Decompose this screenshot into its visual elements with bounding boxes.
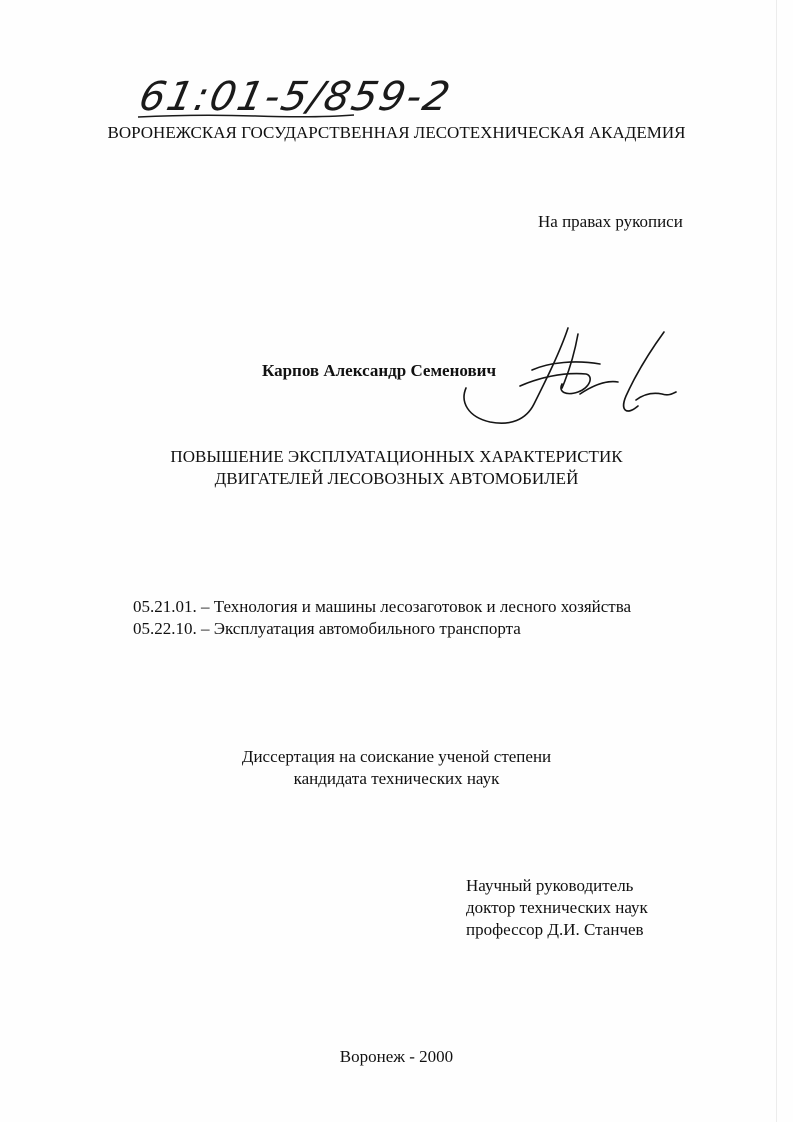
- degree-line2: кандидата технических наук: [293, 769, 500, 788]
- author-signature: [450, 322, 680, 432]
- dissertation-title-line2: ДВИГАТЕЛЕЙ ЛЕСОВОЗНЫХ АВТОМОБИЛЕЙ: [214, 469, 579, 488]
- supervisor-degree: доктор технических наук: [466, 898, 648, 917]
- dissertation-title-line1: ПОВЫШЕНИЕ ЭКСПЛУАТАЦИОННЫХ ХАРАКТЕРИСТИК: [170, 447, 623, 466]
- place-and-year: Воронеж - 2000: [339, 1047, 454, 1066]
- handwritten-archive-number: 61:01-5/859-2: [135, 74, 456, 120]
- manuscript-rights-note: На правах рукописи: [538, 212, 683, 231]
- degree-line1: Диссертация на соискание ученой степени: [241, 747, 552, 766]
- specialty-code-1: 05.21.01. – Технология и машины лесозаготовок и лесного хозяйства: [133, 597, 632, 616]
- institution-name: ВОРОНЕЖСКАЯ ГОСУДАРСТВЕННАЯ ЛЕСОТЕХНИЧЕСКАЯ АКАДЕМИЯ: [107, 123, 686, 142]
- specialty-code-2: 05.22.10. – Эксплуатация автомобильного транспорта: [133, 619, 521, 638]
- author-name: Карпов Александр Семенович: [262, 361, 497, 380]
- supervisor-name: профессор Д.И. Станчев: [466, 920, 644, 939]
- archive-number-underline: [136, 112, 356, 120]
- supervisor-role: Научный руководитель: [466, 876, 634, 895]
- page-edge-shadow: [776, 0, 777, 1122]
